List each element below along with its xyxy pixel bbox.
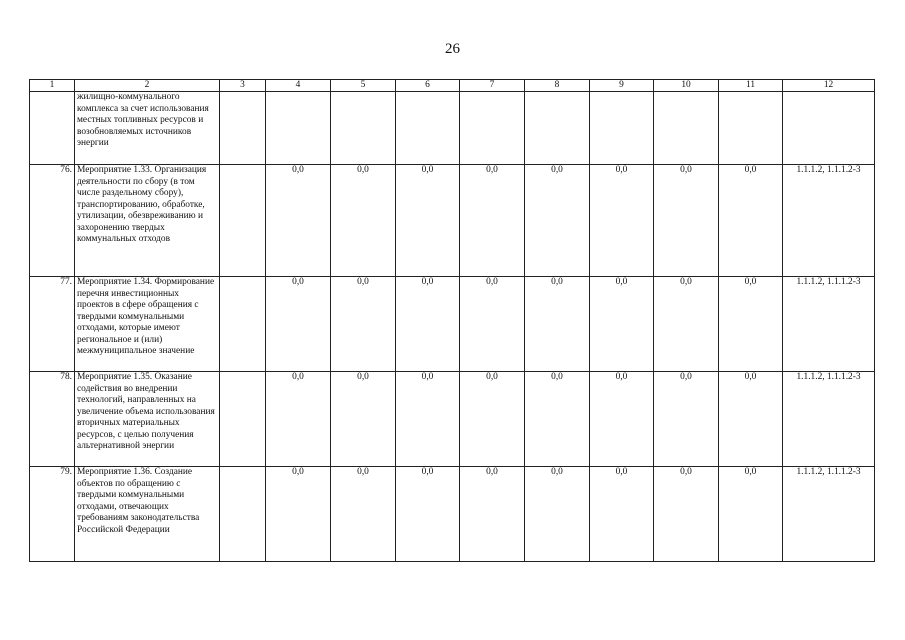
page-number: 26 [445, 41, 460, 57]
cell-value: 0,0 [396, 467, 460, 562]
header-cell: 11 [719, 80, 783, 92]
cell-value: 0,0 [331, 467, 396, 562]
header-cell: 9 [590, 80, 654, 92]
cell-name: Мероприятие 1.36. Создание объектов по обращению с твердыми коммунальными отходами, отвечающих требованиям законодательства Российской Федерации [75, 467, 220, 562]
cell-ref: 1.1.1.2, 1.1.1.2-3 [783, 372, 875, 467]
header-cell: 2 [75, 80, 220, 92]
cell-num: 79. [30, 467, 75, 562]
cell-name: Мероприятие 1.33. Организация деятельности по сбору (в том числе раздельному сбору), транспортированию, обработке, утилизации, обезвреживанию и захоронению твердых коммунальных отходов [75, 165, 220, 277]
cell-value: 0,0 [266, 165, 331, 277]
table-row [30, 277, 875, 372]
cell-value: 0,0 [331, 165, 396, 277]
table-row [30, 467, 875, 562]
header-cell: 6 [396, 80, 460, 92]
cell-value: 0,0 [460, 467, 525, 562]
cell-value: 0,0 [331, 277, 396, 372]
cell-value: 0,0 [719, 277, 783, 372]
cell-value: 0,0 [654, 165, 719, 277]
header-row [30, 80, 875, 92]
header-cell: 3 [220, 80, 266, 92]
header-cell: 5 [331, 80, 396, 92]
cell-value: 0,0 [654, 372, 719, 467]
cell-name: жилищно-коммунального комплекса за счет использования местных топливных ресурсов и возобновляемых источников энергии [75, 92, 220, 165]
cell-name: Мероприятие 1.34. Формирование перечня инвестиционных проектов в сфере обращения с твердыми коммунальными отходами, которые имеют региональное и (или) межмуниципальное значение [75, 277, 220, 372]
table-row-continuation [30, 92, 875, 165]
cell-value: 0,0 [460, 165, 525, 277]
cell-num [30, 92, 75, 165]
cell-ref: 1.1.1.2, 1.1.1.2-3 [783, 165, 875, 277]
cell-value: 0,0 [525, 165, 590, 277]
cell-value: 0,0 [719, 467, 783, 562]
cell-value: 0,0 [525, 277, 590, 372]
cell-value: 0,0 [331, 372, 396, 467]
cell-value: 0,0 [266, 467, 331, 562]
header-cell: 7 [460, 80, 525, 92]
cell-value: 0,0 [396, 165, 460, 277]
cell-col3 [220, 277, 266, 372]
cell-value: 0,0 [396, 277, 460, 372]
table-row [30, 165, 875, 277]
header-cell: 8 [525, 80, 590, 92]
cell-col3 [220, 467, 266, 562]
cell-value: 0,0 [266, 372, 331, 467]
header-cell: 4 [266, 80, 331, 92]
header-cell: 10 [654, 80, 719, 92]
cell-ref: 1.1.1.2, 1.1.1.2-3 [783, 467, 875, 562]
cell-num: 76. [30, 165, 75, 277]
cell-col3 [220, 165, 266, 277]
cell-num: 78. [30, 372, 75, 467]
cell-ref: 1.1.1.2, 1.1.1.2-3 [783, 277, 875, 372]
cell-num: 77. [30, 277, 75, 372]
cell-value: 0,0 [396, 372, 460, 467]
table-row [30, 372, 875, 467]
program-table [29, 79, 875, 562]
cell-value: 0,0 [266, 277, 331, 372]
cell-value: 0,0 [590, 165, 654, 277]
cell-value: 0,0 [525, 467, 590, 562]
cell-value: 0,0 [590, 372, 654, 467]
header-cell: 1 [30, 80, 75, 92]
cell-value: 0,0 [719, 165, 783, 277]
cell-col3 [220, 372, 266, 467]
cell-value: 0,0 [654, 277, 719, 372]
cell-value: 0,0 [525, 372, 590, 467]
cell-value: 0,0 [460, 277, 525, 372]
cell-value: 0,0 [460, 372, 525, 467]
cell-value: 0,0 [590, 467, 654, 562]
cell-value: 0,0 [590, 277, 654, 372]
header-cell: 12 [783, 80, 875, 92]
cell-value: 0,0 [654, 467, 719, 562]
cell-value: 0,0 [719, 372, 783, 467]
cell-name: Мероприятие 1.35. Оказание содействия во внедрении технологий, направленных на увеличение объема использования вторичных материальных ресурсов, с целью получения альтернативной энергии [75, 372, 220, 467]
